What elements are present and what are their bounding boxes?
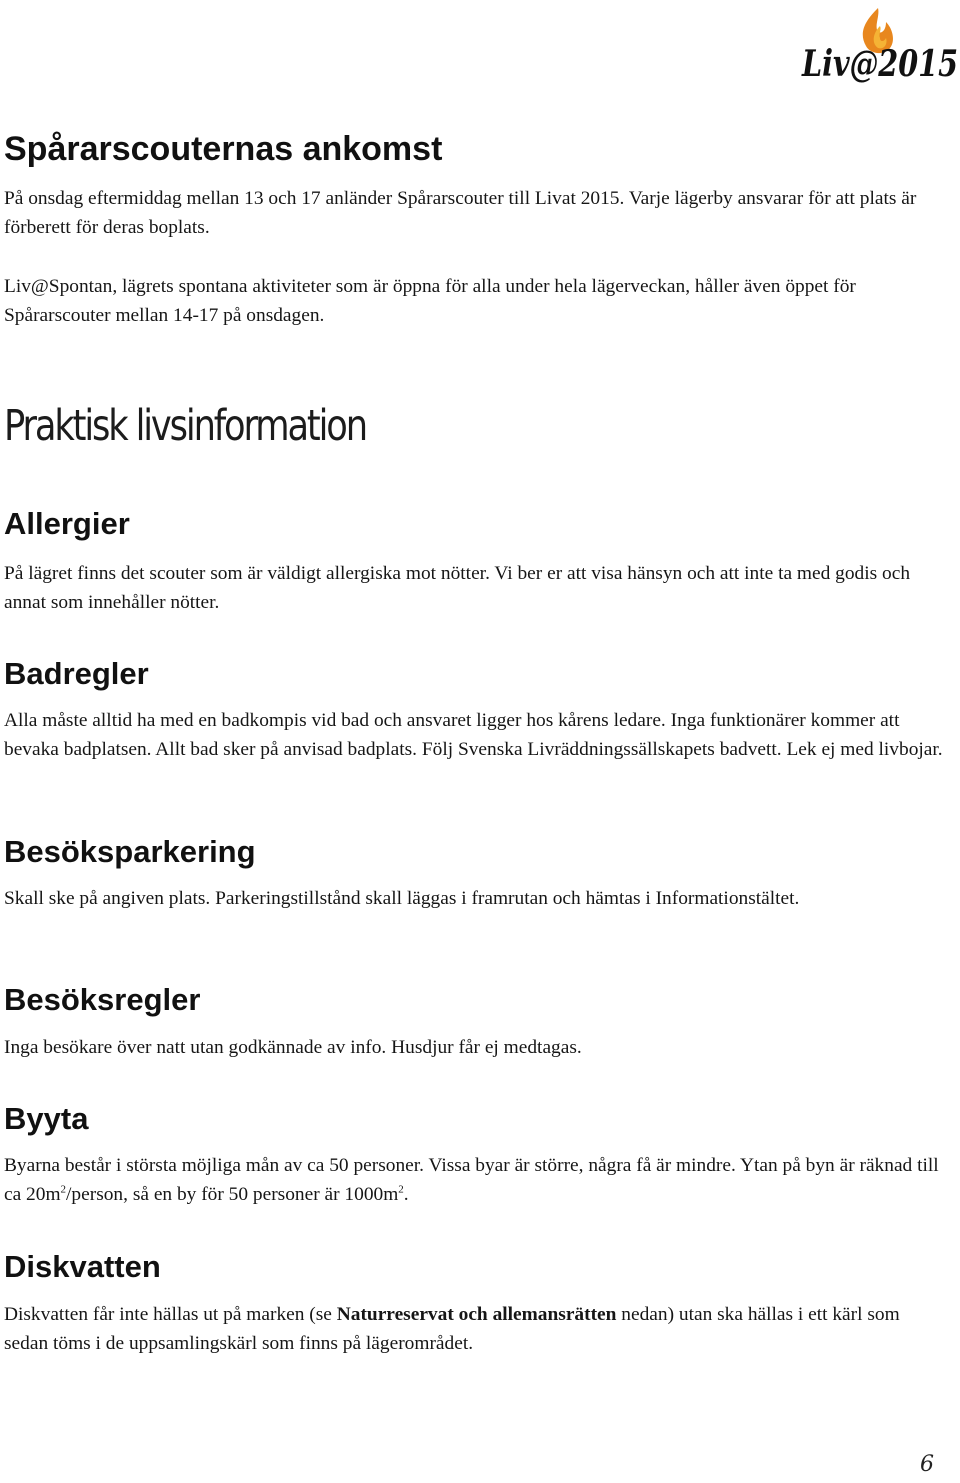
diskvatten-text bbox=[4, 1300, 944, 1358]
allergier-heading: Allergier bbox=[4, 506, 130, 541]
besoksparkering-heading: Besöksparkering bbox=[4, 834, 256, 869]
byyta-text-part-1: Byarna består i största möjliga mån av ca 50 personer. Vissa byar är större, några få är mindre. Ytan på byn är räknad till ca 20m bbox=[4, 1155, 939, 1205]
besoksparkering-text: Skall ske på angiven plats. Parkeringstillstånd skall läggas i framrutan och hämtas i Informationstältet. bbox=[4, 888, 800, 909]
logo-text: Liv@2015 bbox=[801, 43, 958, 85]
byyta-text-part-2: /person, så en by för 50 personer är 1000m bbox=[66, 1184, 399, 1205]
badregler-heading: Badregler bbox=[4, 656, 149, 691]
byyta-text bbox=[4, 1151, 944, 1209]
diskvatten-bold-reference: Naturreservat och allemansrätten bbox=[336, 1304, 617, 1325]
diskvatten-text-part-2: nedan) utan ska hällas i ett kärl som sedan töms i de uppsamlingskärl som finns på lägerområdet. bbox=[4, 1304, 900, 1354]
byyta-superscript-2: 2 bbox=[398, 1183, 404, 1196]
byyta-text-part-3: . bbox=[403, 1184, 409, 1205]
allergier-text: På lägret finns det scouter som är väldigt allergiska mot nötter. Vi ber er att visa hänsyn och att inte ta med godis och annat som innehåller nötter. bbox=[4, 563, 911, 613]
badregler-text: Alla måste alltid ha med en badkompis vid bad och ansvaret ligger hos kårens ledare. Inga funktionärer kommer att bevaka badplatsen. Allt bad sker på anvisad badplats. Följ Svenska Livräddningssällskapets badvett. Lek ej med livbojar. bbox=[4, 710, 943, 760]
besoksregler-text: Inga besökare över natt utan godkännade av info. Husdjur får ej medtagas. bbox=[4, 1037, 582, 1058]
intro-paragraph-1: På onsdag eftermiddag mellan 13 och 17 anländer Spårarscouter till Livat 2015. Varje lägerby ansvarar för att plats är förberett för deras boplats. bbox=[4, 188, 917, 238]
section-title: Praktisk livsinformation bbox=[4, 401, 366, 451]
besoksregler-heading: Besöksregler bbox=[4, 982, 201, 1017]
main-heading: Spårarscouternas ankomst bbox=[4, 130, 443, 168]
page-number: 6 bbox=[920, 1452, 934, 1477]
byyta-heading: Byyta bbox=[4, 1101, 89, 1136]
diskvatten-heading: Diskvatten bbox=[4, 1249, 161, 1284]
liv2015-logo bbox=[800, 2, 960, 90]
intro-paragraph-2: Liv@Spontan, lägrets spontana aktiviteter som är öppna för alla under hela lägerveckan, håller även öppet för Spårarscouter mellan 14-17 på onsdagen. bbox=[4, 276, 856, 326]
diskvatten-text-part-1: Diskvatten får inte hällas ut på marken (se bbox=[4, 1304, 337, 1325]
byyta-superscript-1: 2 bbox=[60, 1183, 67, 1196]
